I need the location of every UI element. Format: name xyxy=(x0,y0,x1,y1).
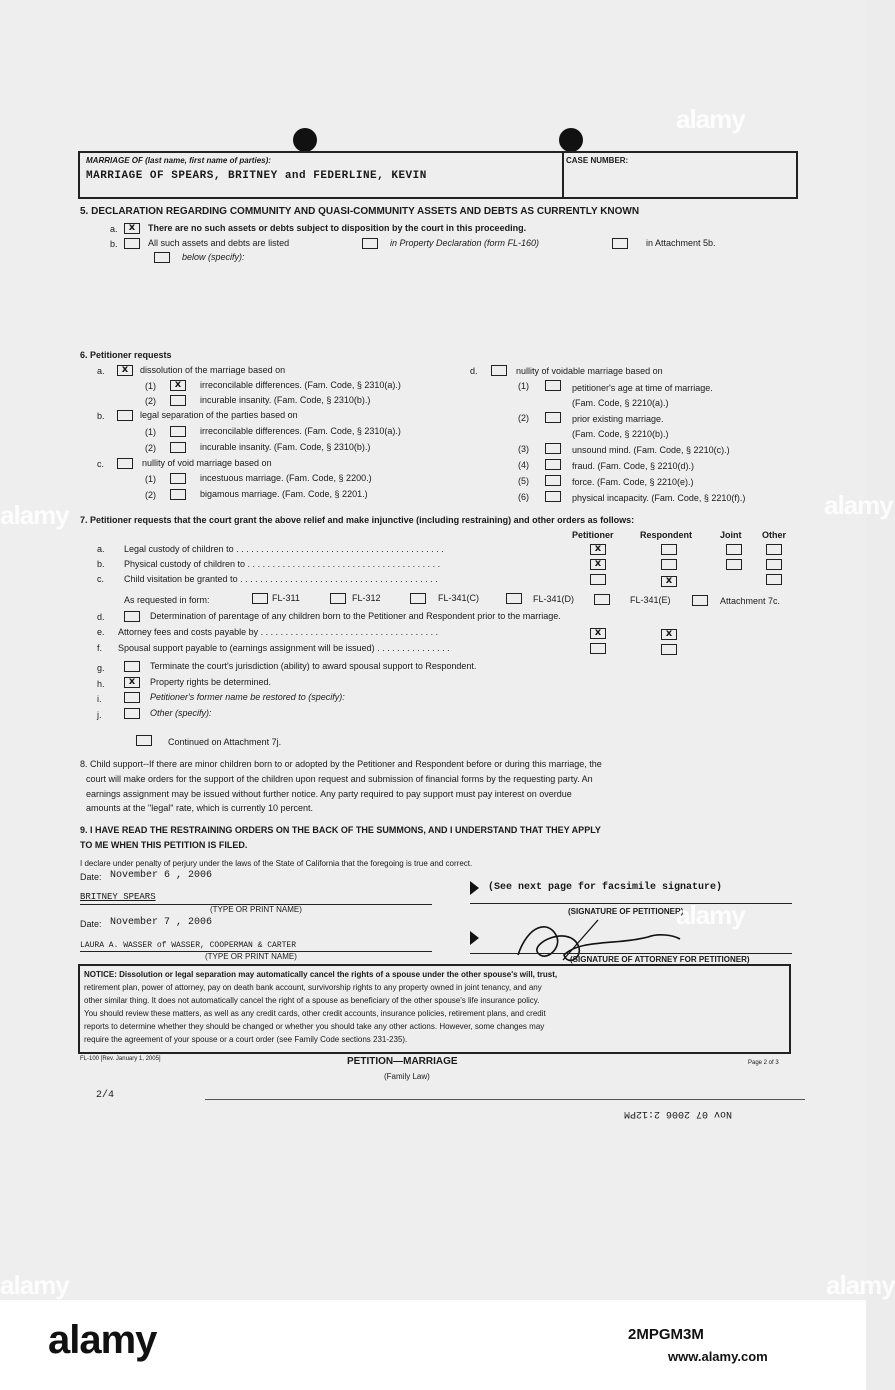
s7-d-checkbox[interactable] xyxy=(124,611,140,622)
s7-b-petitioner-checkbox[interactable]: x xyxy=(590,559,606,570)
s6-a-letter: a. xyxy=(97,366,105,376)
notice-line2: retirement plan, power of attorney, pay on death bank account, survivorship rights to any property owned in joint tenancy, and any xyxy=(84,983,542,992)
sig2-sig-label: (SIGNATURE OF ATTORNEY FOR PETITIONER) xyxy=(570,955,750,964)
s7-b-other-checkbox[interactable] xyxy=(766,559,782,570)
marriage-of-label: MARRIAGE OF (last name, first name of parties): xyxy=(86,156,271,165)
footer-form-id: FL-100 [Rev. January 1, 2005] xyxy=(80,1056,161,1062)
punch-hole-left xyxy=(293,128,317,152)
s6-d1-num: (1) xyxy=(518,381,529,391)
s6-c1-num: (1) xyxy=(145,474,156,484)
section5-title: 5. DECLARATION REGARDING COMMUNITY AND QUASI-COMMUNITY ASSETS AND DEBTS AS CURRENTLY KNOWN xyxy=(80,206,640,217)
s6-d6-num: (6) xyxy=(518,492,529,502)
s7-j-text: Other (specify): xyxy=(150,708,212,718)
s7-j-checkbox[interactable] xyxy=(124,708,140,719)
s6-b1-text: irreconcilable differences. (Fam. Code, § 2310(a).) xyxy=(200,426,401,436)
s6-d4-num: (4) xyxy=(518,460,529,470)
fl341c-label: FL-341(C) xyxy=(438,593,480,603)
fl341c-checkbox[interactable] xyxy=(410,593,426,604)
sig1-date-value: November 6 , 2006 xyxy=(110,870,213,881)
notice-line3: other similar thing. It does not automatically cancel the right of a spouse as beneficiary of the other spouse's life insurance policy. xyxy=(84,996,540,1005)
s7-f-petitioner-checkbox[interactable] xyxy=(590,643,606,654)
s7-f-letter: f. xyxy=(97,643,103,653)
s6-b2-checkbox[interactable] xyxy=(170,442,186,453)
footer-page: Page 2 of 3 xyxy=(748,1060,779,1066)
s7-h-letter: h. xyxy=(97,679,105,689)
case-number-label: CASE NUMBER: xyxy=(566,156,629,165)
s6-d5-num: (5) xyxy=(518,476,529,486)
s6-d1-checkbox[interactable] xyxy=(545,380,561,391)
continued-7j-text: Continued on Attachment 7j. xyxy=(168,737,282,747)
punch-hole-right xyxy=(559,128,583,152)
s6-a1-text: irreconcilable differences. (Fam. Code, § 2310(a).) xyxy=(200,380,401,390)
s7-j-letter: j. xyxy=(97,710,102,720)
s7-f-text: Spousal support payable to (earnings assignment will be issued) . . . . . . . . . . . . . . . xyxy=(118,643,450,653)
s6-b1-checkbox[interactable] xyxy=(170,426,186,437)
alamy-logo[interactable]: alamy xyxy=(48,1318,157,1362)
s6-a1-checkbox[interactable]: x xyxy=(170,380,186,391)
attachment7c-label: Attachment 7c. xyxy=(720,596,781,606)
s7-g-text: Terminate the court's jurisdiction (ability) to award spousal support to Respondent. xyxy=(150,661,477,671)
s7-e-text: Attorney fees and costs payable by . . . . . . . . . . . . . . . . . . . . . . . . . . . . . . . . . . . . xyxy=(118,627,439,637)
s6-d-text: nullity of voidable marriage based on xyxy=(516,366,663,376)
s6-b2-num: (2) xyxy=(145,443,156,453)
fl341e-label: FL-341(E) xyxy=(630,595,671,605)
s6-c2-text: bigamous marriage. (Fam. Code, § 2201.) xyxy=(200,489,368,499)
s7-c-other-checkbox[interactable] xyxy=(766,574,782,585)
section8-line3: earnings assignment may be issued without further notice. Any party required to pay support must pay interest on overdue xyxy=(86,789,572,799)
s7-c-petitioner-checkbox[interactable] xyxy=(590,574,606,585)
s7-a-other-checkbox[interactable] xyxy=(766,544,782,555)
s5-b-attachment-text: in Attachment 5b. xyxy=(646,238,716,248)
s7-c-letter: c. xyxy=(97,574,105,584)
s5-b-property-checkbox[interactable] xyxy=(362,238,378,249)
s6-d-letter: d. xyxy=(470,366,478,376)
notice-line1: NOTICE: Dissolution or legal separation may automatically cancel the rights of a spouse under the other spouse's will, trust, xyxy=(84,970,558,979)
section6-title: 6. Petitioner requests xyxy=(80,350,172,360)
s6-d5-text: force. (Fam. Code, § 2210(e).) xyxy=(572,477,694,487)
sig2-arrow-icon xyxy=(470,931,479,945)
fl341d-label: FL-341(D) xyxy=(533,594,575,604)
marriage-of-value: MARRIAGE OF SPEARS, BRITNEY and FEDERLINE, KEVIN xyxy=(86,170,427,182)
sig1-name: BRITNEY SPEARS xyxy=(80,892,156,902)
continued-7j-checkbox[interactable] xyxy=(136,735,152,746)
sig1-date-label: Date: xyxy=(80,872,102,882)
s7-i-checkbox[interactable] xyxy=(124,692,140,703)
fl312-label: FL-312 xyxy=(352,593,381,603)
watermark-alamy-left: alamy xyxy=(0,500,69,530)
watermark-alamy-bottom-right: alamy xyxy=(826,1270,895,1300)
s7-e-respondent-checkbox[interactable]: x xyxy=(661,629,677,640)
notice-line5: reports to determine whether they should be changed or whether you should take any other actions. However, some changes may xyxy=(84,1022,545,1031)
declaration-text: I declare under penalty of perjury under the laws of the State of California that the foregoing is true and correct. xyxy=(80,859,473,868)
s7-h-checkbox[interactable]: x xyxy=(124,677,140,688)
s5-b-text: All such assets and debts are listed xyxy=(148,238,290,248)
notice-line4: You should review these matters, as well as any credit cards, other credit accounts, insurance policies, retirement plans, and credit xyxy=(84,1009,546,1018)
s6-d2-text: prior existing marriage. xyxy=(572,414,664,424)
s6-d2-code: (Fam. Code, § 2210(b).) xyxy=(572,429,669,439)
fl341e-checkbox[interactable] xyxy=(594,594,610,605)
section9-line1: 9. I HAVE READ THE RESTRAINING ORDERS ON THE BACK OF THE SUMMONS, AND I UNDERSTAND THAT THEY APPLY xyxy=(80,825,601,835)
s6-c-letter: c. xyxy=(97,459,105,469)
s6-b1-num: (1) xyxy=(145,427,156,437)
s7-f-respondent-checkbox[interactable] xyxy=(661,644,677,655)
s6-b-letter: b. xyxy=(97,411,105,421)
s6-d4-text: fraud. (Fam. Code, § 2210(d).) xyxy=(572,461,695,471)
s6-d2-checkbox[interactable] xyxy=(545,412,561,423)
sig2-date-label: Date: xyxy=(80,919,102,929)
s6-d3-text: unsound mind. (Fam. Code, § 2210(c).) xyxy=(572,445,730,455)
s6-c-text: nullity of void marriage based on xyxy=(142,458,272,468)
fax-line xyxy=(205,1099,805,1100)
s6-d3-num: (3) xyxy=(518,444,529,454)
s6-d2-num: (2) xyxy=(518,413,529,423)
s6-b2-text: incurable insanity. (Fam. Code, § 2310(b).) xyxy=(200,442,371,452)
s5-b-attachment-checkbox[interactable] xyxy=(612,238,628,249)
s6-a2-num: (2) xyxy=(145,396,156,406)
s6-a2-text: incurable insanity. (Fam. Code, § 2310(b).) xyxy=(200,395,371,405)
s7-b-respondent-checkbox[interactable] xyxy=(661,559,677,570)
s6-d4-checkbox[interactable] xyxy=(545,459,561,470)
col-other: Other xyxy=(762,530,787,540)
alamy-image-id: 2MPGM3M xyxy=(628,1326,704,1343)
alamy-url-link[interactable]: www.alamy.com xyxy=(668,1349,768,1364)
s5-b-letter: b. xyxy=(110,239,118,249)
watermark-alamy-bottom-left: alamy xyxy=(0,1270,69,1300)
s7-a-text: Legal custody of children to . . . . . . . . . . . . . . . . . . . . . . . . . . . . . . . . . . . . . . . . . . xyxy=(124,544,444,554)
watermark-alamy-top: alamy xyxy=(676,104,745,134)
sig2-type-label: (TYPE OR PRINT NAME) xyxy=(205,952,297,961)
s7-i-letter: i. xyxy=(97,694,102,704)
footer-subtitle: (Family Law) xyxy=(384,1072,430,1081)
s6-a1-num: (1) xyxy=(145,381,156,391)
s5-b-property-text: in Property Declaration (form FL-160) xyxy=(390,238,540,248)
fl341d-checkbox[interactable] xyxy=(506,593,522,604)
s7-e-letter: e. xyxy=(97,627,105,637)
watermark-alamy-right: alamy xyxy=(824,490,893,520)
attachment7c-checkbox[interactable] xyxy=(692,595,708,606)
s5-a-checkbox[interactable]: x xyxy=(124,223,140,234)
fl312-checkbox[interactable] xyxy=(330,593,346,604)
s7-h-text: Property rights be determined. xyxy=(150,677,272,687)
s7-g-checkbox[interactable] xyxy=(124,661,140,672)
s5-a-letter: a. xyxy=(110,224,118,234)
s7-a-letter: a. xyxy=(97,544,105,554)
s7-a-joint-checkbox[interactable] xyxy=(726,544,742,555)
s6-c2-num: (2) xyxy=(145,490,156,500)
s7-i-text: Petitioner's former name be restored to (specify): xyxy=(150,692,345,702)
s6-d6-checkbox[interactable] xyxy=(545,491,561,502)
s6-a-text: dissolution of the marriage based on xyxy=(140,365,286,375)
s7-g-letter: g. xyxy=(97,663,105,673)
watermark-alamy-mid: alamy xyxy=(676,900,745,930)
fl311-checkbox[interactable] xyxy=(252,593,268,604)
case-number-divider xyxy=(562,153,564,199)
footer-title: PETITION—MARRIAGE xyxy=(347,1056,458,1067)
s5-b-below-checkbox[interactable] xyxy=(154,252,170,263)
col-petitioner: Petitioner xyxy=(572,530,614,540)
sig1-arrow-icon xyxy=(470,881,479,895)
s7-b-letter: b. xyxy=(97,559,105,569)
sig2-name: LAURA A. WASSER of WASSER, COOPERMAN & CARTER xyxy=(80,941,297,950)
s6-d5-checkbox[interactable] xyxy=(545,475,561,486)
s7-a-respondent-checkbox[interactable] xyxy=(661,544,677,555)
s6-d6-text: physical incapacity. (Fam. Code, § 2210(f).) xyxy=(572,493,746,503)
s6-a2-checkbox[interactable] xyxy=(170,395,186,406)
col-respondent: Respondent xyxy=(640,530,693,540)
s5-b-checkbox[interactable] xyxy=(124,238,140,249)
s7-b-text: Physical custody of children to . . . . . . . . . . . . . . . . . . . . . . . . . . . . . . . . . . . . . . . xyxy=(124,559,441,569)
s7-b-joint-checkbox[interactable] xyxy=(726,559,742,570)
s6-c1-checkbox[interactable] xyxy=(170,473,186,484)
sig1-type-label: (TYPE OR PRINT NAME) xyxy=(210,905,302,914)
s5-b-below-text: below (specify): xyxy=(182,252,245,262)
fl311-label: FL-311 xyxy=(272,593,300,603)
s7-c-respondent-checkbox[interactable]: x xyxy=(661,576,677,587)
sig2-signature-line xyxy=(470,953,792,954)
section8-line1: 8. Child support--If there are minor children born to or adopted by the Petitioner and Respondent before or during this marriage, the xyxy=(80,759,602,769)
s6-d3-checkbox[interactable] xyxy=(545,443,561,454)
fax-stamp: Nov 07 2006 2:12PM xyxy=(624,1108,733,1119)
section8-line2: court will make orders for the support of the children upon request and submission of financial forms by the requesting party. An xyxy=(86,774,593,784)
s6-d-checkbox[interactable] xyxy=(491,365,507,376)
section9-line2: TO ME WHEN THIS PETITION IS FILED. xyxy=(80,840,248,850)
s6-b-checkbox[interactable] xyxy=(117,410,133,421)
sig2-date-value: November 7 , 2006 xyxy=(110,917,213,928)
notice-line6: require the agreement of your spouse or a court order (see Family Code sections 231-235). xyxy=(84,1035,408,1044)
s6-c-checkbox[interactable] xyxy=(117,458,133,469)
fax-page: 2/4 xyxy=(96,1090,115,1101)
s7-c-text: Child visitation be granted to . . . . . . . . . . . . . . . . . . . . . . . . . . . . . . . . . . . . . . . . xyxy=(124,574,438,584)
s7-d-text: Determination of parentage of any children born to the Petitioner and Respondent prior to the marriage. xyxy=(150,611,561,621)
s7-d-letter: d. xyxy=(97,612,105,622)
s6-d1-code: (Fam. Code, § 2210(a).) xyxy=(572,398,669,408)
s7-a-petitioner-checkbox[interactable]: x xyxy=(590,544,606,555)
s5-a-text: There are no such assets or debts subject to disposition by the court in this proceeding. xyxy=(148,223,527,233)
sig1-facsimile-note: (See next page for facsimile signature) xyxy=(488,882,723,893)
s6-a-checkbox[interactable]: x xyxy=(117,365,133,376)
section7-title: 7. Petitioner requests that the court grant the above relief and make injunctive (including restraining) and other orders as follows: xyxy=(80,515,635,525)
col-joint: Joint xyxy=(720,530,742,540)
section8-line4: amounts at the "legal" rate, which is currently 10 percent. xyxy=(86,803,314,813)
sig1-sig-label: (SIGNATURE OF PETITIONER) xyxy=(568,907,684,916)
s6-d1-text: petitioner's age at time of marriage. xyxy=(572,383,713,393)
s7-e-petitioner-checkbox[interactable]: x xyxy=(590,628,606,639)
s6-c2-checkbox[interactable] xyxy=(170,489,186,500)
s7-as-requested: As requested in form: xyxy=(124,595,210,605)
s6-b-text: legal separation of the parties based on xyxy=(140,410,298,420)
s6-c1-text: incestuous marriage. (Fam. Code, § 2200.) xyxy=(200,473,372,483)
